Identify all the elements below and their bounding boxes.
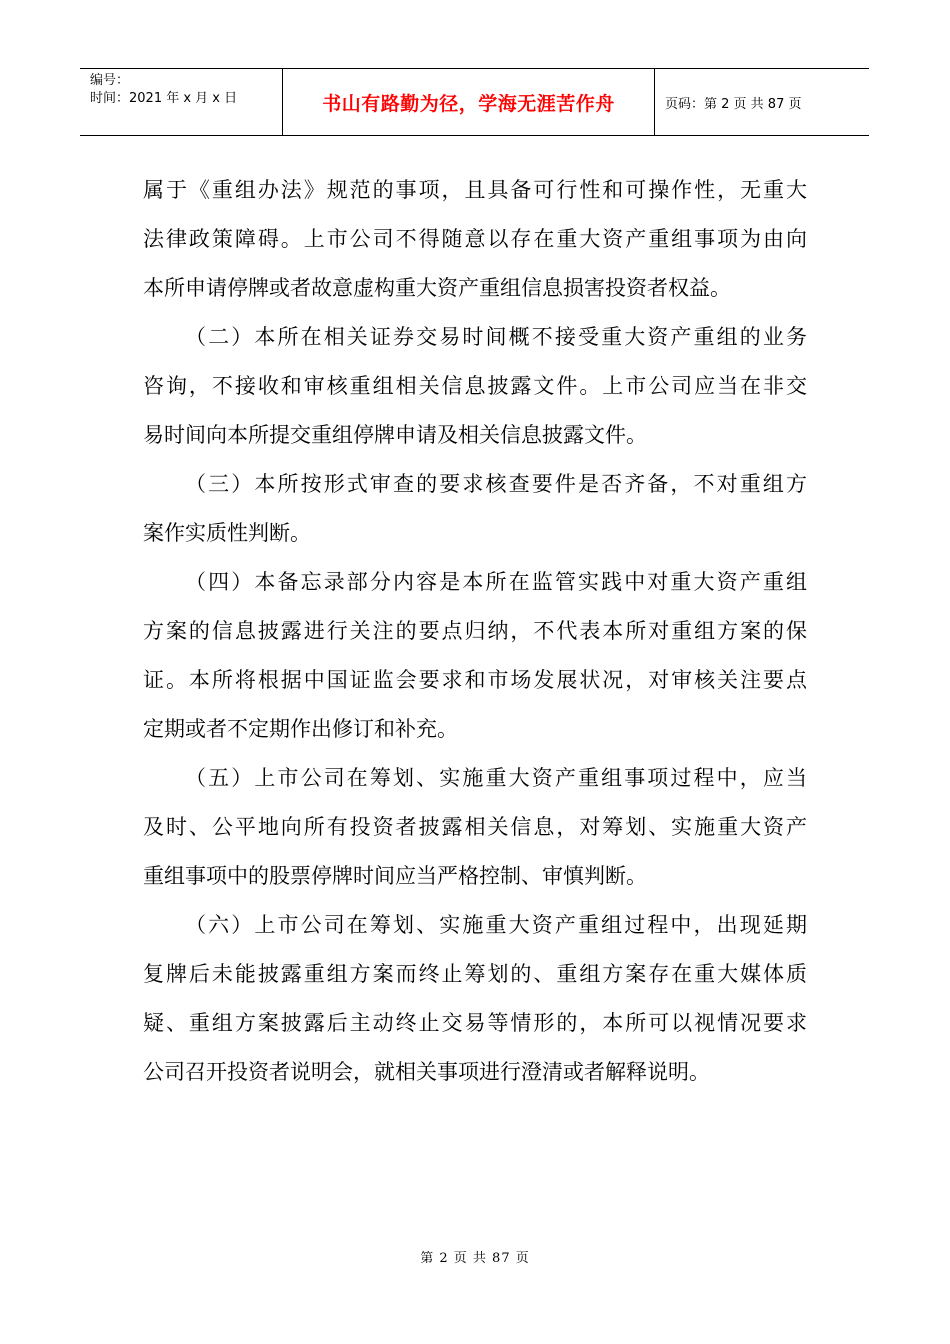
document-number-label: 编号： [90, 73, 130, 88]
paragraph-line: 法律政策障碍。上市公司不得随意以存在重大资产重组事项为由向 [143, 227, 807, 251]
paragraph [143, 754, 807, 901]
paragraph [143, 313, 807, 460]
document-body [143, 166, 807, 1097]
paragraph-line: 咨询，不接收和审核重组相关信息披露文件。上市公司应当在非交 [143, 374, 807, 398]
header-motto: 书山有路勤为径，学海无涯苦作舟 [283, 69, 655, 135]
paragraph [143, 558, 807, 754]
paragraph-line: 本所申请停牌或者故意虚构重大资产重组信息损害投资者权益。 [143, 276, 731, 300]
paragraph-line: 复牌后未能披露重组方案而终止筹划的、重组方案存在重大媒体质 [143, 962, 807, 986]
document-header [80, 68, 869, 136]
paragraph-line: 定期或者不定期作出修订和补充。 [143, 717, 458, 741]
document-date-label: 时间：2021 年 x 月 x 日 [90, 91, 238, 106]
header-page-indicator: 页码：第 2 页 共 87 页 [665, 96, 802, 112]
paragraph-line: 公司召开投资者说明会，就相关事项进行澄清或者解释说明。 [143, 1060, 710, 1084]
page-footer: 第 2 页 共 87 页 [420, 1251, 530, 1266]
paragraph-line: （二）本所在相关证券交易时间概不接受重大资产重组的业务 [185, 325, 807, 349]
paragraph-line: 属于《重组办法》规范的事项，且具备可行性和可操作性，无重大 [143, 178, 807, 202]
paragraph [143, 166, 807, 313]
paragraph-line: 及时、公平地向所有投资者披露相关信息，对筹划、实施重大资产 [143, 815, 807, 839]
paragraph-line: （四）本备忘录部分内容是本所在监管实践中对重大资产重组 [185, 570, 807, 594]
paragraph [143, 901, 807, 1097]
paragraph-line: 方案的信息披露进行关注的要点归纳，不代表本所对重组方案的保 [143, 619, 807, 643]
paragraph-line: 易时间向本所提交重组停牌申请及相关信息披露文件。 [143, 423, 647, 447]
paragraph [143, 460, 807, 558]
paragraph-line: （三）本所按形式审查的要求核查要件是否齐备，不对重组方 [185, 472, 807, 496]
paragraph-line: （六）上市公司在筹划、实施重大资产重组过程中，出现延期 [185, 913, 807, 937]
paragraph-line: 重组事项中的股票停牌时间应当严格控制、审慎判断。 [143, 864, 647, 888]
paragraph-line: （五）上市公司在筹划、实施重大资产重组事项过程中，应当 [185, 766, 807, 790]
paragraph-line: 证。本所将根据中国证监会要求和市场发展状况，对审核关注要点 [143, 668, 807, 692]
header-meta-cell [80, 69, 283, 135]
paragraph-line: 案作实质性判断。 [143, 521, 311, 545]
paragraph-line: 疑、重组方案披露后主动终止交易等情形的，本所可以视情况要求 [143, 1011, 807, 1035]
